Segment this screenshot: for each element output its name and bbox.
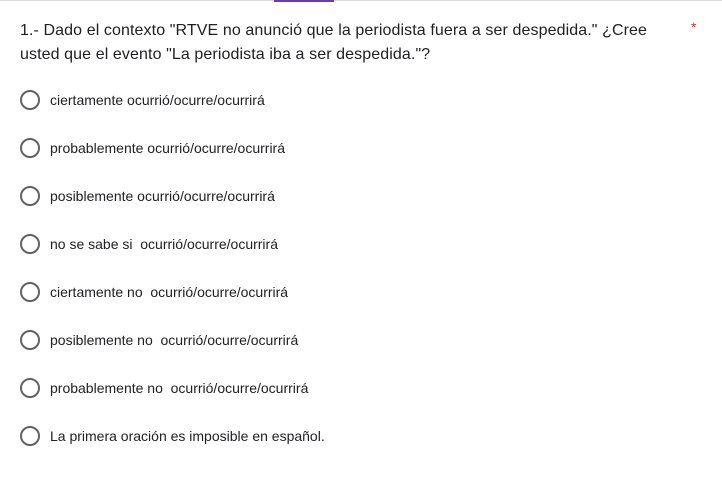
radio-option-6[interactable]	[20, 328, 700, 376]
radio-option-1[interactable]	[20, 88, 700, 136]
radio-option-label: posiblemente ocurrió/ocurre/ocurrirá	[50, 188, 275, 204]
radio-option-label: probablemente no ocurrió/ocurre/ocurrirá	[50, 380, 309, 396]
radio-button-icon[interactable]	[20, 426, 40, 446]
radio-option-5[interactable]	[20, 280, 700, 328]
radio-option-2[interactable]	[20, 136, 700, 184]
radio-button-icon[interactable]	[20, 330, 40, 350]
question-title: 1.- Dado el contexto "RTVE no anunció que la periodista fuera a ser despedida." ¿Cree usted que el evento "La periodista iba a ser despedida."?	[20, 22, 648, 63]
radio-button-icon[interactable]	[20, 378, 40, 398]
radio-button-icon[interactable]	[20, 186, 40, 206]
radio-option-7[interactable]	[20, 376, 700, 424]
required-asterisk: *	[691, 19, 697, 35]
radio-option-3[interactable]	[20, 184, 700, 232]
radio-option-label: ciertamente no ocurrió/ocurre/ocurrirá	[50, 284, 289, 300]
radio-option-label: ciertamente ocurrió/ocurre/ocurrirá	[50, 92, 265, 108]
radio-option-label: La primera oración es imposible en español.	[50, 428, 325, 444]
radio-option-label: posiblemente no ocurrió/ocurre/ocurrirá	[50, 332, 299, 348]
radio-option-label: no se sabe si ocurrió/ocurre/ocurrirá	[50, 236, 278, 252]
radio-options-list	[20, 88, 700, 472]
card-top-border	[0, 0, 722, 1]
radio-button-icon[interactable]	[20, 138, 40, 158]
radio-option-4[interactable]	[20, 232, 700, 280]
card-top-accent	[274, 0, 334, 2]
radio-button-icon[interactable]	[20, 282, 40, 302]
radio-button-icon[interactable]	[20, 234, 40, 254]
radio-option-8[interactable]	[20, 424, 700, 472]
radio-button-icon[interactable]	[20, 90, 40, 110]
radio-option-label: probablemente ocurrió/ocurre/ocurrirá	[50, 140, 285, 156]
